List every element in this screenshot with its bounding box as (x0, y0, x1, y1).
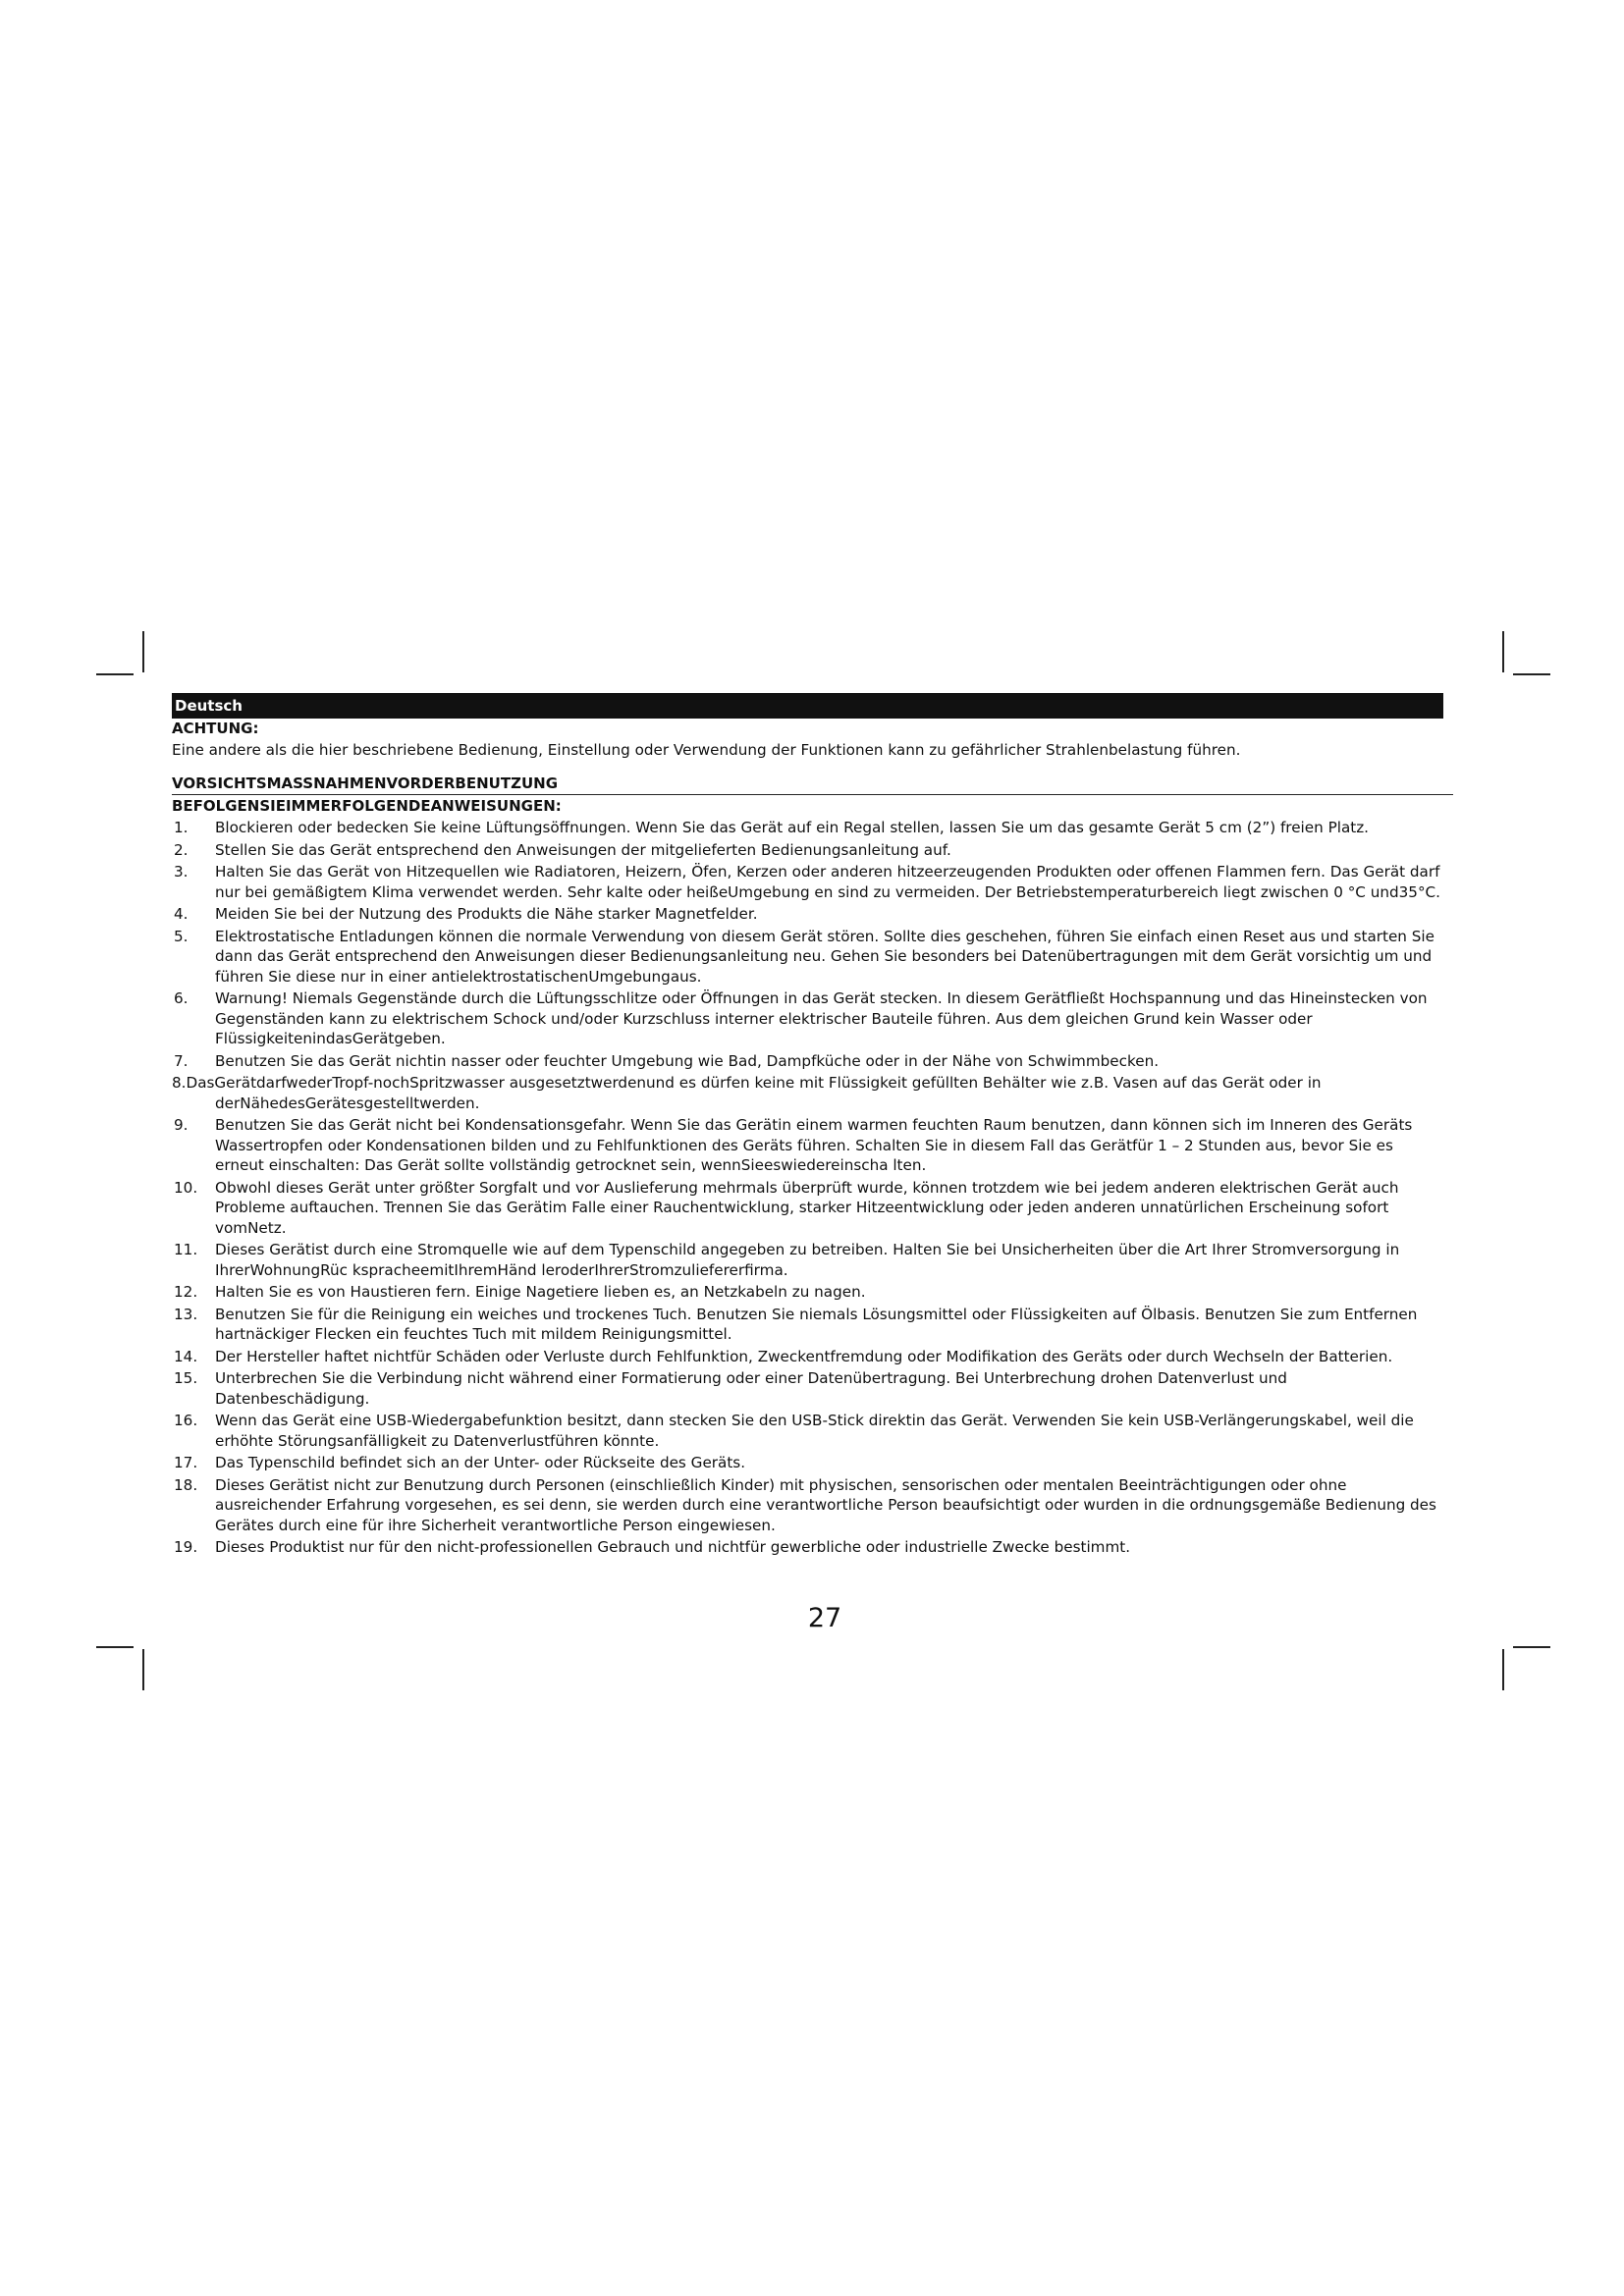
warning-title: ACHTUNG: (172, 720, 259, 737)
list-item (172, 1073, 1443, 1113)
item-text: Dieses Gerätist nicht zur Benutzung durch Personen (einschließlich Kinder) mit physischen, sensorischen oder mentalen Beeinträchtigungen oder ohne ausreichender Erfahrung vorgesehen, es sei denn, sie werden durch eine verantwortliche Person beaufsichtigt oder wurden in die ordnungsgemäße Bedienung des Gerätes durch eine für ihre Sicherheit verantwortliche Person eingewiesen. (215, 1475, 1436, 1534)
item-text: Elektrostatische Entladungen können die normale Verwendung von diesem Gerät stören. Sollte dies geschehen, führen Sie einfach einen Reset aus und starten Sie dann das Gerät entsprechend den Anweisungen dieser Bedienungsanleitung neu. Gehen Sie besonders bei Datenübertragungen mit dem Gerät vorsichtig um und führen Sie diese nur in einer antielektrostatischenUmgebungaus. (215, 927, 1435, 986)
list-item (172, 1368, 1443, 1409)
item-number: 8. (172, 1074, 187, 1092)
item-number: 2. (174, 840, 189, 859)
list-item (172, 818, 1443, 838)
crop-mark-bottom-right-horizontal (1513, 1646, 1550, 1648)
list-item (172, 1411, 1443, 1451)
list-item (172, 904, 1443, 925)
item-number: 7. (174, 1051, 189, 1070)
item-text: Benutzen Sie für die Reinigung ein weiches und trockenes Tuch. Benutzen Sie niemals Lösungsmittel oder Flüssigkeiten auf Ölbasis. Benutzen Sie zum Entfernen hartnäckiger Flecken ein feuchtes Tuch mit mildem Reinigungsmittel. (215, 1305, 1418, 1343)
item-number: 14. (174, 1347, 198, 1365)
list-item (172, 862, 1443, 902)
item-number: 6. (174, 989, 189, 1007)
warning-text: Eine andere als die hier beschriebene Bedienung, Einstellung oder Verwendung der Funktionen kann zu gefährlicher Strahlenbelastung führen. (172, 741, 1241, 759)
item-text: Der Hersteller haftet nichtfür Schäden oder Verluste durch Fehlfunktion, Zweckentfremdung oder Modifikation des Geräts oder durch Wechseln der Batterien. (215, 1347, 1393, 1365)
item-text: Stellen Sie das Gerät entsprechend den Anweisungen der mitgelieferten Bedienungsanleitung auf. (215, 840, 951, 859)
item-number: 4. (174, 905, 189, 923)
item-number: 15. (174, 1369, 198, 1387)
language-label: Deutsch (175, 697, 243, 715)
precautions-list (172, 818, 1443, 1558)
item-number: 13. (174, 1305, 198, 1323)
list-item (172, 1537, 1443, 1558)
item-text: Dieses Gerätist durch eine Stromquelle wie auf dem Typenschild angegeben zu betreiben. Halten Sie bei Unsicherheiten über die Art Ihrer Stromversorgung in IhrerWohnungRüc kspracheemitIhremHänd leroderIhrerStromzuliefererfirma. (215, 1241, 1400, 1279)
item-text: Blockieren oder bedecken Sie keine Lüftungsöffnungen. Wenn Sie das Gerät auf ein Regal stellen, lassen Sie um das gesamte Gerät 5 cm (2”) freien Platz. (215, 819, 1370, 836)
item-text: Benutzen Sie das Gerät nichtin nasser oder feuchter Umgebung wie Bad, Dampfküche oder in der Nähe von Schwimmbecken. (215, 1051, 1160, 1070)
list-item (172, 1305, 1443, 1345)
manual-page (172, 693, 1443, 1560)
list-item (172, 840, 1443, 861)
list-item (172, 1475, 1443, 1536)
item-text: Meiden Sie bei der Nutzung des Produkts die Nähe starker Magnetfelder. (215, 905, 758, 923)
list-item (172, 1453, 1443, 1473)
page-number: 27 (807, 1603, 842, 1633)
item-number: 17. (174, 1454, 198, 1471)
list-item (172, 1115, 1443, 1176)
list-item (172, 1240, 1443, 1280)
item-number: 16. (174, 1412, 198, 1429)
list-item (172, 1347, 1443, 1367)
crop-mark-top-right-horizontal (1513, 673, 1550, 675)
item-number: 10. (174, 1178, 198, 1197)
crop-mark-bottom-left-horizontal (96, 1646, 134, 1648)
item-number: 1. (174, 819, 189, 836)
list-item (172, 1051, 1443, 1072)
list-item (172, 927, 1443, 988)
crop-mark-top-left-vertical (142, 631, 144, 672)
item-number: 5. (174, 927, 189, 945)
list-item (172, 1178, 1443, 1239)
item-text: Unterbrechen Sie die Verbindung nicht während einer Formatierung oder einer Datenübertragung. Bei Unterbrechung drohen Datenverlust und Datenbeschädigung. (215, 1369, 1287, 1408)
item-text: Obwohl dieses Gerät unter größter Sorgfalt und vor Auslieferung mehrmals überprüft wurde, können trotzdem wie bei jedem anderen elektrischen Gerät auch Probleme auftauchen. Trennen Sie das Gerätim Falle einer Rauchentwicklung, starker Hitzeentwicklung oder jeden anderen unnatürlichen Erscheinung sofort vomNetz. (215, 1178, 1399, 1237)
item-number: 18. (174, 1475, 198, 1494)
crop-mark-top-left-horizontal (96, 673, 134, 675)
language-header-bar (172, 693, 1443, 719)
crop-mark-bottom-left-vertical (142, 1649, 144, 1690)
item-text: Halten Sie das Gerät von Hitzequellen wie Radiatoren, Heizern, Öfen, Kerzen oder anderen hitzeerzeugenden Produkten oder offenen Flammen fern. Das Gerät darf nur bei gemäßigtem Klima verwendet werden. Sehr kalte oder heißeUmgebung en sind zu vermeiden. Der Betriebstemperaturbereich liegt zwischen 0 °C und35°C. (215, 863, 1440, 901)
list-item (172, 988, 1443, 1049)
item-text-continuation: derNähedesGerätesgestelltwerden. (215, 1094, 480, 1112)
crop-mark-top-right-vertical (1502, 631, 1504, 672)
precautions-title: VORSICHTSMASSNAHMENVORDERBENUTZUNG (172, 774, 1453, 795)
item-text: DasGerätdarfwederTropf-nochSpritzwasser ausgesetztwerdenund es dürfen keine mit Flüssigkeit gefüllten Behälter wie z.B. Vasen auf das Gerät oder in (186, 1074, 1322, 1092)
item-text: Halten Sie es von Haustieren fern. Einige Nagetiere lieben es, an Netzkabeln zu nagen. (215, 1283, 866, 1301)
item-number: 12. (174, 1283, 198, 1301)
item-number: 11. (174, 1241, 198, 1258)
item-text: Benutzen Sie das Gerät nicht bei Kondensationsgefahr. Wenn Sie das Gerätin einem warmen feuchten Raum benutzen, dann können sich im Inneren des Geräts Wassertropfen oder Kondensationen bilden und zu Fehlfunktionen des Geräts führen. Schalten Sie in diesem Fall das Gerätfür 1 – 2 Stunden aus, bevor Sie es erneut einschalten: Das Gerät sollte vollständig getrocknet sein, wennSieeswiedereinscha lten. (215, 1116, 1413, 1174)
item-text: Warnung! Niemals Gegenstände durch die Lüftungsschlitze oder Öffnungen in das Gerät stecken. In diesem Gerätfließt Hochspannung und das Hineinstecken von Gegenständen kann zu elektrischem Schock und/oder Kurzschluss interner elektrischer Bauteile führen. Aus dem gleichen Grund kein Wasser oder FlüssigkeitenindasGerätgeben. (215, 989, 1428, 1047)
item-text: Dieses Produktist nur für den nicht-professionellen Gebrauch und nichtfür gewerbliche oder industrielle Zwecke bestimmt. (215, 1538, 1131, 1556)
crop-mark-bottom-right-vertical (1502, 1649, 1504, 1690)
item-number: 9. (174, 1116, 189, 1134)
precautions-subtitle: BEFOLGENSIEIMMERFOLGENDEANWEISUNGEN: (172, 797, 562, 815)
list-item (172, 1282, 1443, 1303)
item-number: 19. (174, 1538, 198, 1556)
item-text: Das Typenschild befindet sich an der Unter- oder Rückseite des Geräts. (215, 1454, 746, 1471)
item-text: Wenn das Gerät eine USB-Wiedergabefunktion besitzt, dann stecken Sie den USB-Stick direktin das Gerät. Verwenden Sie kein USB-Verlängerungskabel, weil die erhöhte Störungsanfälligkeit zu Datenverlustführen könnte. (215, 1412, 1414, 1450)
item-number: 3. (174, 863, 189, 881)
